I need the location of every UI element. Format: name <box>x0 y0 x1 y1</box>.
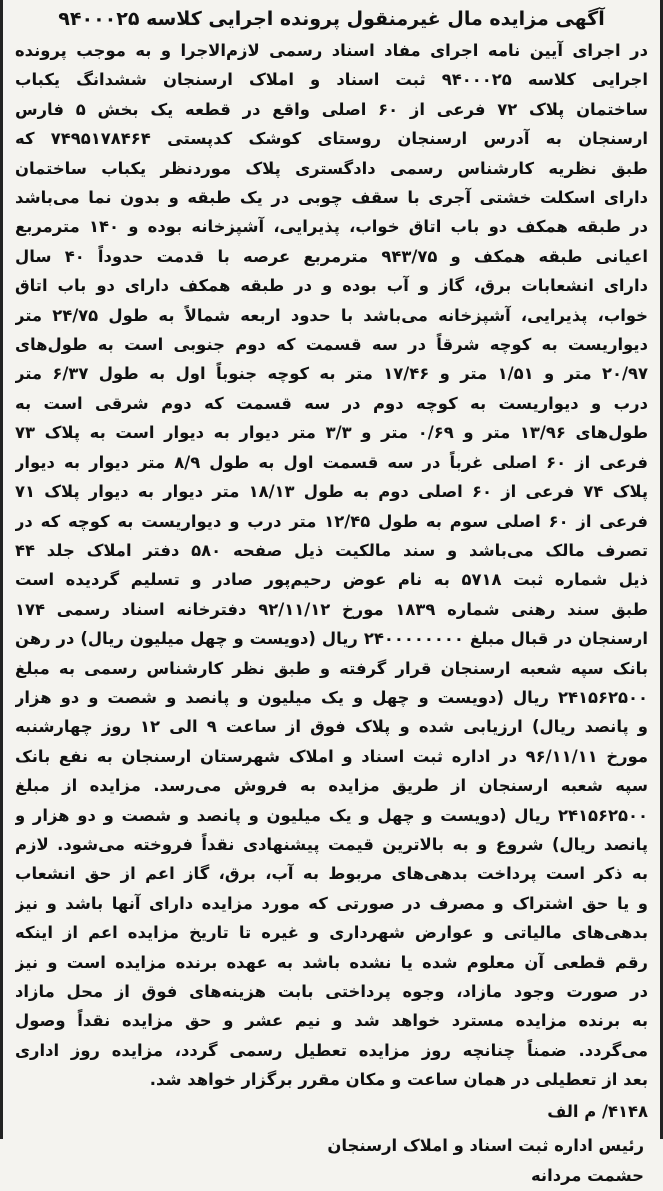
body-line: دارای اسکلت خشتی آجری با سقف چوبی در یک طبقه و بدون نما می‌باشد <box>15 188 648 208</box>
body-line: طول‌های ۱۳/۹۶ متر و ۰/۶۹ متر و ۳/۳ متر دیوار به دیوار است به پلاک ۷۳ <box>15 423 648 443</box>
body-line: درب و دیواریست به کوچه دوم در سه قسمت که دوم شرقی است به <box>15 393 648 413</box>
body-line: دارای انشعابات برق، گاز و آب بوده و در طبقه همکف دارای دو باب اتاق <box>15 276 648 296</box>
body-line: در صورت وجود مازاد، وجوه پرداختی بابت هزینه‌های فوق از محل مازاد <box>15 982 648 1001</box>
body-line: و پانصد ریال) ارزیابی شده و پلاک فوق از ساعت ۹ الی ۱۲ روز چهارشنبه <box>15 717 648 737</box>
body-line: دیواریست به کوچه شرقاً در سه قسمت که دوم جنوبی است به طول‌های <box>15 335 648 355</box>
body-line: سپه شعبه ارسنجان از طریق مزایده به فروش می‌رسد. مزایده از مبلغ <box>15 776 648 796</box>
body-line: در طبقه همکف دو باب اتاق خواب، پذیرایی، آشپزخانه بوده و ۱۴۰ مترمربع <box>15 217 648 237</box>
body-line: ۲۴۱۵۶۲۵۰۰ ریال (دویست و چهل و یک میلیون و پانصد و شصت و دو هزار و <box>15 805 648 825</box>
body-line: تصرف مالک می‌باشد و سند مالکیت ذیل صفحه ۵۸۰ دفتر املاک جلد ۴۴ <box>15 540 648 560</box>
body-line: رقم قطعی آن معلوم شده یا نشده باشد به عهده برنده مزایده است و نیز <box>15 952 648 972</box>
body-line: پلاک ۷۴ فرعی از ۶۰ اصلی دوم به طول ۱۸/۱۳ متر دیوار به دیوار پلاک ۷۱ <box>15 482 648 502</box>
signatory-name: حشمت مردانه <box>530 1165 644 1185</box>
body-line: ارسنجان در قبال مبلغ ۲۴۰۰۰۰۰۰۰۰ ریال (دویست و چهل میلیون ریال) در رهن <box>15 629 648 649</box>
body-line: در اجرای آیین نامه اجرای مفاد اسناد رسمی لازم‌الاجرا و به موجب پرونده <box>15 41 648 60</box>
body-line: می‌گردد. ضمناً چنانچه روز مزایده تعطیل رسمی گردد، مزایده روز اداری <box>15 1040 648 1060</box>
body-line: فرعی از ۶۰ اصلی سوم به طول ۱۲/۴۵ متر درب و دیواریست به کوچه که در <box>15 511 648 531</box>
body-line: و یا حق اشتراک و مصرف در صورتی که مورد مزایده دارای آنها باشد و نیز <box>15 893 648 913</box>
body-line: اجرایی کلاسه ۹۴۰۰۰۲۵ ثبت اسناد و املاک ارسنجان ششدانگ یکباب <box>15 70 648 90</box>
signatory-title: رئیس اداره ثبت اسناد و املاک ارسنجان <box>327 1135 644 1155</box>
body-line: فرعی از ۶۰ اصلی غرباً در سه قسمت اول به طول ۸/۹ متر دیوار به دیوار <box>15 452 648 472</box>
body-line: ۲۰/۹۷ متر و ۱/۵۱ متر و ۱۷/۴۶ متر به کوچه جنوباً اول به طول ۶/۳۷ متر <box>15 364 648 384</box>
notice-body <box>15 36 648 1095</box>
body-line: به برنده مزایده مسترد خواهد شد و نیم عشر و حق مزایده نقداً وصول <box>15 1011 648 1031</box>
body-line: به ذکر است پرداخت بدهی‌های مربوط به آب، برق، گاز اعم از حق انشعاب <box>15 864 648 884</box>
body-line: ۲۴۱۵۶۲۵۰۰ ریال (دویست و چهل و یک میلیون و پانصد و شصت و دو هزار <box>15 687 648 707</box>
body-line: طبق سند رهنی شماره ۱۸۳۹ مورخ ۹۲/۱۱/۱۲ دفترخانه اسناد رسمی ۱۷۴ <box>15 599 648 619</box>
body-line: بانک سپه شعبه ارسنجان قرار گرفته و طبق نظر کارشناس رسمی به مبلغ <box>15 658 648 678</box>
body-line: خواب، پذیرایی، آشپزخانه می‌باشد با حدود اربعه شمالاً به طول ۲۴/۷۵ متر <box>15 305 648 325</box>
body-line: اعیانی طبقه همکف و ۹۴۳/۷۵ مترمربع عرصه با قدمت حدوداً ۴۰ سال <box>15 246 648 266</box>
body-line: ارسنجان به آدرس ارسنجان روستای کوشک کدپستی ۷۴۹۵۱۷۸۴۶۴ که <box>15 129 648 149</box>
body-line: ساختمان پلاک ۷۲ فرعی از ۶۰ اصلی واقع در قطعه یک بخش ۵ فارس <box>15 99 648 119</box>
notice-title: آگهی مزایده مال غیرمنقول پرونده اجرایی کلاسه ۹۴۰۰۰۲۵ <box>58 8 605 30</box>
body-line: پانصد ریال) شروع و به بالاترین قیمت پیشنهادی نقداً فروخته می‌شود. لازم <box>15 834 648 854</box>
body-line: طبق نظریه کارشناس رسمی دادگستری پلاک موردنظر یکباب ساختمان <box>15 158 648 178</box>
body-line: مورخ ۹۶/۱۱/۱۱ در اداره ثبت اسناد و املاک شهرستان ارسنجان به نفع بانک <box>15 746 648 766</box>
body-line: بعد از تعطیلی در همان ساعت و مکان مقرر برگزار خواهد شد. <box>149 1070 648 1090</box>
notice-reference-number: ۴۱۴۸/ م الف <box>547 1101 648 1121</box>
body-line: ذیل شماره ثبت ۵۷۱۸ به نام عوض رحیم‌پور صادر و تسلیم گردیده است <box>15 570 648 590</box>
body-line: بدهی‌های مالیاتی و عوارض شهرداری و غیره تا تاریخ مزایده اعم از اینکه <box>15 923 648 943</box>
